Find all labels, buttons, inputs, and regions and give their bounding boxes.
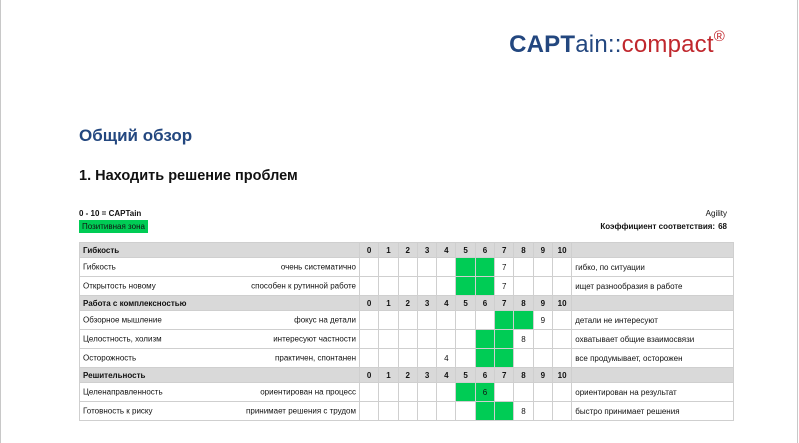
positive-zone-cell [456,258,475,277]
group-header-row [80,296,734,311]
scale-cell [437,311,456,330]
scale-cell [398,349,417,368]
table-row [80,402,734,421]
scale-header-cell: 4 [437,296,456,311]
scale-cell [552,383,571,402]
scale-cell [398,402,417,421]
scale-header-cell: 2 [398,243,417,258]
scale-cell [379,277,398,296]
dimension-label-cell [80,311,360,330]
dimension-label-cell [80,258,360,277]
captain-compact-logo: CAPTain::compact® [509,28,725,58]
profile-name: Agility [705,209,727,218]
scale-cell [360,330,379,349]
table-row [80,383,734,402]
positive-zone-cell [475,402,494,421]
right-pole-text: ищет разнообразия в работе [572,277,734,296]
left-pole-text: очень систематично [280,262,356,272]
scale-cell [552,402,571,421]
scale-cell [379,402,398,421]
scale-header-cell: 4 [437,368,456,383]
section-title: 1. Находить решение проблем [79,168,298,184]
scale-cell [360,258,379,277]
scale-cell [475,311,494,330]
scale-cell [437,330,456,349]
scale-cell [360,349,379,368]
group-name: Гибкость [80,243,360,258]
overview-title: Общий обзор [79,126,193,145]
positive-zone-cell [475,330,494,349]
score-cell: 4 [437,349,456,368]
scale-header-cell: 10 [552,243,571,258]
scale-cell [360,402,379,421]
dimension-label-cell [80,383,360,402]
left-pole-text: ориентирован на процесс [260,387,356,397]
scale-header-cell: 4 [437,243,456,258]
positive-zone-cell [495,311,514,330]
scale-header-cell: 2 [398,296,417,311]
score-cell: 8 [514,402,533,421]
scale-cell [437,258,456,277]
scale-cell [398,383,417,402]
scale-cell [437,277,456,296]
scale-cell [456,349,475,368]
scale-cell [456,330,475,349]
scale-header-cell: 9 [533,368,552,383]
scale-cell [533,383,552,402]
dimension-name: Целенаправленность [83,387,163,397]
scale-header-cell: 10 [552,296,571,311]
right-pole-text: детали не интересуют [572,311,734,330]
positive-zone-cell [495,349,514,368]
scale-cell [379,330,398,349]
scale-cell [379,311,398,330]
right-pole-text: все продумывает, осторожен [572,349,734,368]
dimension-name: Целостность, холизм [83,334,162,344]
coef-label: Коэффициент соответствия: [600,222,716,231]
scale-header-cell: 2 [398,368,417,383]
left-pole-text: принимает решения с трудом [246,406,356,416]
scale-cell [437,383,456,402]
table-row [80,311,734,330]
scale-cell [437,402,456,421]
group-header-row [80,368,734,383]
scale-cell [552,330,571,349]
score-cell: 7 [495,277,514,296]
scale-cell [417,258,436,277]
dimension-label-cell [80,277,360,296]
table-row [80,277,734,296]
scale-cell [360,383,379,402]
scale-header-cell: 1 [379,296,398,311]
scale-cell [533,349,552,368]
scale-header-cell: 5 [456,243,475,258]
scale-cell [514,349,533,368]
scale-cell [360,311,379,330]
score-cell: 6 [475,383,494,402]
positive-zone-cell [475,258,494,277]
table-row [80,258,734,277]
profile-table [79,242,734,421]
scale-header-cell: 1 [379,243,398,258]
dimension-name: Осторожность [83,353,137,363]
scale-cell [456,402,475,421]
scale-header-cell: 7 [495,243,514,258]
positive-zone-cell [495,330,514,349]
scale-label: 0 - 10 = CAPTain [79,209,142,218]
scale-cell [514,383,533,402]
group-header-right [572,368,734,383]
scale-cell [417,402,436,421]
scale-cell [533,402,552,421]
positive-zone-cell [495,402,514,421]
scale-cell [379,349,398,368]
scale-header-cell: 3 [417,243,436,258]
positive-zone-cell [456,383,475,402]
positive-zone-cell [475,277,494,296]
scale-header-cell: 3 [417,296,436,311]
right-pole-text: быстро принимает решения [572,402,734,421]
scale-cell [417,277,436,296]
scale-cell [514,258,533,277]
scale-header-cell: 5 [456,296,475,311]
dimension-name: Открытость новому [83,281,156,291]
scale-header-cell: 7 [495,296,514,311]
scale-cell [552,258,571,277]
table-row [80,349,734,368]
left-pole-text: фокус на детали [294,315,356,325]
group-name: Решительность [80,368,360,383]
right-pole-text: охватывает общие взаимосвязи [572,330,734,349]
scale-header-cell: 0 [360,243,379,258]
scale-cell [417,330,436,349]
dimension-name: Готовность к риску [83,406,153,416]
dimension-label-cell [80,330,360,349]
dimension-label-cell [80,402,360,421]
scale-cell [360,277,379,296]
scale-header-cell: 0 [360,296,379,311]
positive-zone-legend: Позитивная зона [79,220,148,233]
right-pole-text: ориентирован на результат [572,383,734,402]
score-cell: 9 [533,311,552,330]
group-header-right [572,243,734,258]
scale-cell [398,311,417,330]
scale-cell [533,258,552,277]
scale-cell [417,383,436,402]
scale-cell [495,383,514,402]
scale-header-cell: 8 [514,296,533,311]
group-header-row [80,243,734,258]
scale-cell [398,258,417,277]
scale-cell [514,277,533,296]
scale-header-cell: 0 [360,368,379,383]
scale-cell [456,311,475,330]
scale-cell [398,330,417,349]
scale-cell [533,330,552,349]
group-name: Работа с комплексностью [80,296,360,311]
positive-zone-cell [514,311,533,330]
scale-header-cell: 8 [514,243,533,258]
scale-header-cell: 10 [552,368,571,383]
table-row [80,330,734,349]
match-coefficient [597,222,727,231]
positive-zone-cell [456,277,475,296]
score-cell: 8 [514,330,533,349]
dimension-name: Гибкость [83,262,116,272]
scale-header-cell: 3 [417,368,436,383]
scale-cell [533,277,552,296]
scale-cell [379,383,398,402]
left-pole-text: практичен, спонтанен [275,353,356,363]
scale-cell [417,349,436,368]
scale-cell [417,311,436,330]
scale-header-cell: 9 [533,296,552,311]
scale-cell [379,258,398,277]
scale-header-cell: 1 [379,368,398,383]
dimension-name: Обзорное мышление [83,315,162,325]
dimension-label-cell [80,349,360,368]
positive-zone-cell [475,349,494,368]
scale-cell [552,277,571,296]
right-pole-text: гибко, по ситуации [572,258,734,277]
left-pole-text: способен к рутинной работе [251,281,356,291]
scale-cell [552,349,571,368]
score-cell: 7 [495,258,514,277]
scale-header-cell: 7 [495,368,514,383]
scale-header-cell: 6 [475,368,494,383]
scale-cell [398,277,417,296]
coef-value: 68 [718,222,727,231]
group-header-right [572,296,734,311]
left-pole-text: интересуют частности [273,334,356,344]
scale-header-cell: 8 [514,368,533,383]
scale-header-cell: 9 [533,243,552,258]
scale-cell [552,311,571,330]
scale-header-cell: 6 [475,243,494,258]
scale-header-cell: 5 [456,368,475,383]
scale-header-cell: 6 [475,296,494,311]
